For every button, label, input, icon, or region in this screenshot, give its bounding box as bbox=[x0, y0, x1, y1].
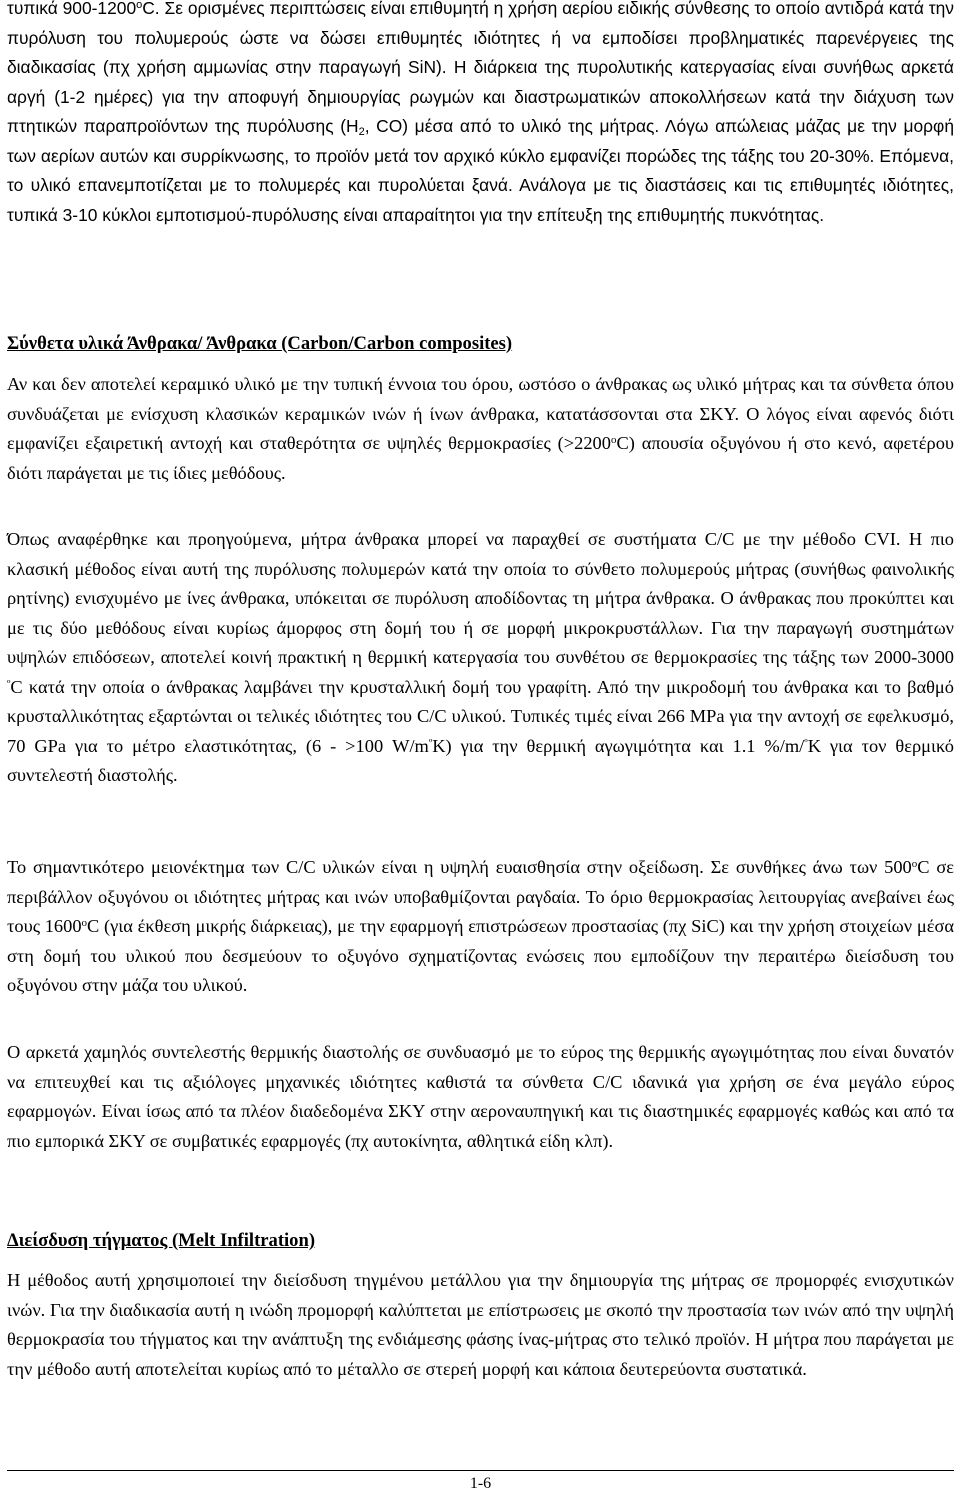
heading-text: Σύνθετα υλικά Άνθρακα/ Άνθρακα (Carbon/Carbon composites) bbox=[7, 333, 513, 354]
heading-text: Διείσδυση τήγματος (Melt Infiltration) bbox=[7, 1230, 316, 1251]
section-heading-melt-infiltration bbox=[7, 1226, 954, 1256]
degree-sup: º bbox=[804, 736, 808, 749]
degree-sup: º bbox=[428, 736, 433, 749]
text-span: C κατά την οποία ο άνθρακας λαμβάνει την κρυσταλλική δομή του γραφίτη. Από την μικροδομή του άνθρακα και το βαθμό κρυσταλλικότητας εξαρτώνται οι τελικές ιδιότητες του C/C υλικού. Τυπικές τιμές είναι 266 MPa για την αντοχή σε εφελκυσμό, 70 GPa για το μέτρο ελαστικότητας, (6 - >100 W/m bbox=[7, 676, 954, 756]
text-span: Αν και δεν αποτελεί κεραμικό υλικό με την τυπική έννοια του όρου, ωστόσο ο άνθρακας ως υλικό μήτρας και τα σύνθετα όπου συνδυάζεται με ενίσχυση κλασικών κεραμικών ινών ή ίνων άνθρακα, κατατάσσονται στα ΣΚΥ. Ο λόγος είναι αφενός διότι εμφανίζει εξαιρετική αντοχή και σταθερότητα σε υψηλές θερμοκρασίες (>2200 bbox=[7, 374, 954, 453]
degree-sup: º bbox=[7, 677, 11, 690]
text-span: Το σημαντικότερο μειονέκτημα των C/C υλικών είναι η υψηλή ευαισθησία στην οξείδωση. Σε συνθήκες άνω των 500 bbox=[7, 857, 912, 877]
footer-rule bbox=[7, 1470, 954, 1471]
paragraph-oxidation bbox=[7, 853, 954, 1001]
text-span: K) για την θερμική αγωγιμότητα και 1.1 %/m/ bbox=[432, 735, 805, 756]
degree-sup: o bbox=[911, 858, 918, 870]
degree-sup: o bbox=[81, 917, 88, 929]
page-number: 1-6 bbox=[469, 1475, 492, 1492]
subscript: 2 bbox=[358, 126, 365, 138]
paragraph-applications: Ο αρκετά χαμηλός συντελεστής θερμικής διαστολής σε συνδυασμό με το εύρος της θερμικής αγωγιμότητας που είναι δυνατόν να επιτευχθεί και τις αξιόλογες μηχανικές ιδιότητες καθιστά τα σύνθετα C/C ιδανικά για χρήση σε ένα μεγάλο εύρος εφαρμογών. Είναι ίσως από τα πλέον διαδεδομένα ΣΚΥ στην αεροναυπηγική και τις διαστημικές εφαρμογές καθώς και από τα πιο εμπορικά ΣΚΥ σε συμβατικές εφαρμογές (πχ αυτοκίνητα, αθλητικά είδη κλπ). bbox=[7, 1042, 954, 1151]
paragraph-melt-infiltration: Η μέθοδος αυτή χρησιμοποιεί την διείσδυση τηγμένου μετάλλου για την δημιουργία της μήτρας σε προμορφές ενισχυτικών ινών. Για την διαδικασία αυτή η ινώδη προμορφή καλύπτεται με επίστρωσεις με σκοπό την προστασία των ινών από την υψηλή θερμοκρασία του τήγματος και την ανάπτυξη της ενδιάμεσης φάσης ίνας-μήτρας στο τελικό προϊόν. Η μήτρα που παράγεται με την μέθοδο αυτή αποτελείται κυρίως από το μέταλλο σε στερεή μορφή και κάποια δευτερεύοντα συστατικά. bbox=[7, 1270, 954, 1379]
text-span: C (για έκθεση μικρής διάρκειας), με την εφαρμογή επιστρώσεων προστασίας (πχ SiC) και την χρήση στοιχείων μέσα στη δομή του υλικού που δεσμεύουν το οξυγόνο σχηματίζοντας ενώσεις που εμποδίζουν την περαιτέρω διείσδυση του οξυγόνου στην μάζα του υλικού. bbox=[7, 916, 954, 995]
text-span: τυπικά 900-1200 bbox=[7, 0, 137, 18]
paragraph-pyrolysis bbox=[7, 0, 954, 230]
text-span: C σε περιβάλλον οξυγόνου οι ιδιότητες μήτρας και ινών υποβαθμίζονται ραγδαία. Το όριο θερμοκρασίας λειτουργίας ανεβαίνει έως τους 1600 bbox=[7, 857, 954, 936]
section-heading-carbon-carbon bbox=[7, 329, 954, 359]
degree-sup: o bbox=[610, 434, 617, 446]
text-span: C. Σε ορισμένες περιπτώσεις είναι επιθυμητή η χρήση αερίου ειδικής σύνθεσης το οποίο αντιδρά κατά την πυρόλυση του πολυμερούς ώστε να δώσει επιθυμητές ιδιότητες ή να εμποδίσει προβληματικές παρενέργειες της διαδικασίας (πχ χρήση αμμωνίας στην παραγωγή SiN). bbox=[7, 0, 954, 77]
paragraph-cc-intro bbox=[7, 370, 954, 488]
text-span: Όπως αναφέρθηκε και προηγούμενα, μήτρα άνθρακα μπορεί να παραχθεί σε συστήματα C/C με την μέθοδο CVI. Η πιο κλασική μέθοδος είναι αυτή της πυρόλυσης πολυμερών κατά την οποία το σύνθετο πολυμερούς μήτρας (συνήθως φαινολικής ρητίνης) ενισχυμένο με ίνες άνθρακα, υπόκειται σε πυρόλυση αποδίδοντας τη μήτρα άνθρακα. Ο άνθρακας που προκύπτει και με τις δύο μεθόδους είναι κυρίως άμορφος στη δομή του ή σε μορφή μικροκρυστάλλων. Για την παραγωγή συστημάτων υψηλών επιδόσεων, αποτελεί κοινή πρακτική η θερμική κατεργασία του συνθέτου σε θερμοκρασίες της τάξης των 2000-3000 bbox=[7, 529, 954, 667]
degree-sup: ο bbox=[136, 0, 143, 11]
text-span: , CO) μέσα από το υλικό της μήτρας. Λόγω απώλειας μάζας με την μορφή των αερίων αυτών και συρρίκνωσης, το προϊόν μετά τον αρχικό κύκλο εμφανίζει πορώδες της τάξης του 20-30%. Επόμενα, το υλικό επανεμποτίζεται με το πολυμερές και πυρολύεται ξανά. Ανάλογα με τις διαστάσεις και τις επιθυμητές ιδιότητες, τυπικά 3-10 κύκλοι εμποτισμού-πυρόλυσης είναι απαραίτητοι για την επίτευξη της επιθυμητής πυκνότητας. bbox=[7, 116, 954, 225]
text-span: C) απουσία οξυγόνου ή στο κενό, αφετέρου διότι παράγεται με τις ίδιες μεθόδους. bbox=[7, 433, 954, 483]
document-page bbox=[7, 0, 954, 1495]
text-span: Η διάρκεια της πυρολυτικής κατεργασίας είναι συνήθως αρκετά αργή (1-2 ημέρες) για την αποφυγή δημιουργίας ρωγμών και διαστρωματικών αποκολλήσεων κατά την διάχυση των πτητικών παραπροϊόντων της πυρόλυσης (Η bbox=[7, 57, 954, 136]
text-span: K για τον θερμικό συντελεστή διαστολής. bbox=[7, 735, 954, 785]
paragraph-cc-methods bbox=[7, 525, 954, 791]
